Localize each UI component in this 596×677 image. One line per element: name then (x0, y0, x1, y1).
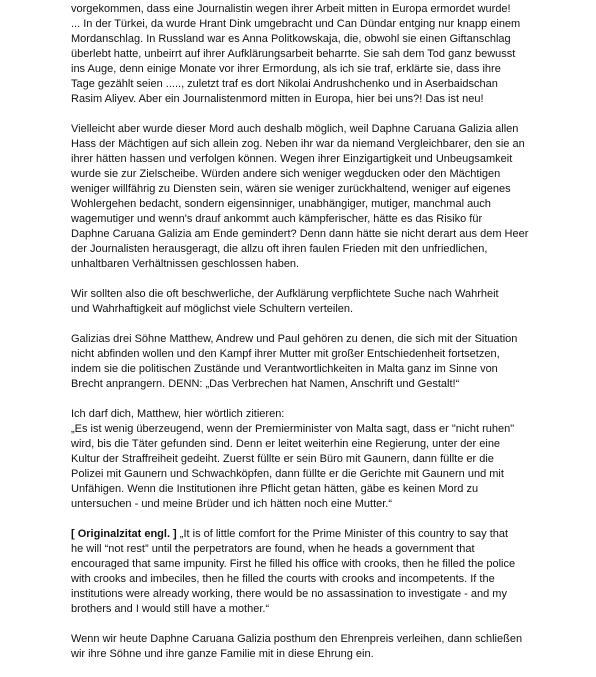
paragraph-journalist-murders (71, 2, 526, 107)
document-page (71, 2, 529, 677)
paragraph-hatred-of-the-powerful (71, 122, 529, 272)
paragraph-three-sons (71, 332, 526, 392)
text-line: ihrer hätten hassen und verfolgen können. Wegen ihrer Einzigartigkeit und Unbeugsamkeit (71, 153, 513, 165)
text-line: brothers and I would still have a mother.“ (71, 603, 270, 615)
text-line: ins Auge, denn einige Monate vor ihrer Ermordung, als ich sie traf, erklärte sie, dass ihre (71, 63, 501, 75)
text-line: Galizias drei Söhne Matthew, Andrew und Paul gehören zu denen, die sich mit der Situation (71, 333, 518, 345)
text-line: wir ihre Söhne und ihre ganze Familie mit in diese Ehrung ein. (71, 648, 374, 660)
text-line: indem sie die politischen Zustände und Verantwortlichkeiten in Malta ganz im Sinne von (71, 363, 498, 375)
paragraph-original-english-quote (71, 527, 526, 617)
text-line: Rasim Aliyev. Aber ein Journalistenmord mitten in Europa, hier bei uns?! Das ist neu! (71, 93, 484, 105)
text-line: „Es ist wenig überzeugend, wenn der Premierminister von Malta sagt, dass er "nicht ruhen" (71, 423, 515, 435)
paragraph-share-the-search (71, 287, 526, 317)
text-line: und Wahrhaftigkeit auf möglichst viele Schultern verteilen. (71, 303, 354, 315)
text-line: he will “not rest” until the perpetrators are found, when he heads a government that (71, 543, 475, 555)
text-line: Wir sollten also die oft beschwerliche, der Aufklärung verpflichtete Suche nach Wahrheit (71, 288, 499, 300)
text-line: wird, bis die Täter gefunden sind. Denn er leitet weiterhin eine Regierung, unter der eine (71, 438, 501, 450)
text-line: Polizei mit Gaunern und Schwachköpfen, dann füllte er die Gerichte mit Gaunern und mit (71, 468, 504, 480)
text-line: wurde sie zur Zielscheibe. Würden andere sich weniger wegducken oder den Mächtigen (71, 168, 501, 180)
text-line: wagemutiger und wenn's drauf ankommt auch kämpferischer, hätte es das Risiko für (71, 213, 483, 225)
paragraph-german-quote (71, 407, 526, 512)
text-line: Wohlergehen bedacht, sondern eigensinniger, unabhängiger, mutiger, manchmal auch (71, 198, 491, 210)
text-line: Unfähigen. Wenn die Institutionen ihre Pflicht getan hätten, gäbe es keinen Mord zu (71, 483, 479, 495)
text-line: Tage gezählt seien ....., zuletzt traf es dort Nikolai Andrushchenko und in Aserbaidschan (71, 78, 498, 90)
original-quote-label: [ Originalzitat engl. ] (71, 528, 177, 540)
text-line: nicht abfinden wollen und den Kampf ihrer Mutter mit großer Entschiedenheit fortsetzen, (71, 348, 500, 360)
quote-first-line: „It is of little comfort for the Prime Minister of this country to say that (176, 528, 509, 540)
text-line: Vielleicht aber wurde dieser Mord auch deshalb möglich, weil Daphne Caruana Galizia allen (71, 123, 519, 135)
text-line: überlebt hatte, unbeirrt auf ihrer Aufklärungsarbeit beharrte. Sie sah dem Tod ganz bewusst (71, 48, 516, 60)
text-line: unhaltbaren Verhältnissen geschlossen haben. (71, 258, 300, 270)
text-line: untersuchen - und meine Brüder und ich hätten noch eine Mutter.“ (71, 498, 393, 510)
text-line: with crooks and imbeciles, then he filled the courts with crooks and incompetents. If the (71, 573, 495, 585)
text-line: institutions were already working, there would be no assassination to investigate - and my (71, 588, 507, 600)
text-line: encouraged that same impunity. First he filled his office with crooks, then he filled the police (71, 558, 516, 570)
text-line: Kultur der Straffreiheit gedeiht. Zuerst füllte er sein Büro mit Gaunern, dann füllte er die (71, 453, 494, 465)
text-line: Mordanschlag. In Russland war es Anna Politkowskaja, die, obwohl sie einen Giftanschlag (71, 33, 511, 45)
text-line: Ich darf dich, Matthew, hier wörtlich zitieren: (71, 408, 285, 420)
text-line: Brecht anprangern. DENN: „Das Verbrechen hat Namen, Anschrift und Gestalt!“ (71, 378, 460, 390)
paragraph-honorary-award (71, 632, 526, 662)
text-line: Daphne Caruana Galizia am Ende gemindert? Denn dann hätte sie nicht derart aus dem Heer (71, 228, 529, 240)
text-line: Hass der Mächtigen auf sich allein zog. Neben ihr war da niemand Vergleichbarer, den sie an (71, 138, 525, 150)
text-line: der Journalisten herausgeragt, die allzu oft ihren faulen Frieden mit den unfriedlichen, (71, 243, 488, 255)
text-line: ... In der Türkei, da wurde Hrant Dink umgebracht und Can Dündar entging nur knapp einem (71, 18, 521, 30)
text-line (71, 527, 526, 542)
text-line: weniger willfährig zu Diensten sein, wären sie weniger zurückhaltend, weniger auf eigenes (71, 183, 511, 195)
text-line: vorgekommen, dass eine Journalistin wegen ihrer Arbeit mitten in Europa ermordet wurde! (71, 3, 511, 15)
text-line: Wenn wir heute Daphne Caruana Galizia posthum den Ehrenpreis verleihen, dann schließen (71, 633, 523, 645)
